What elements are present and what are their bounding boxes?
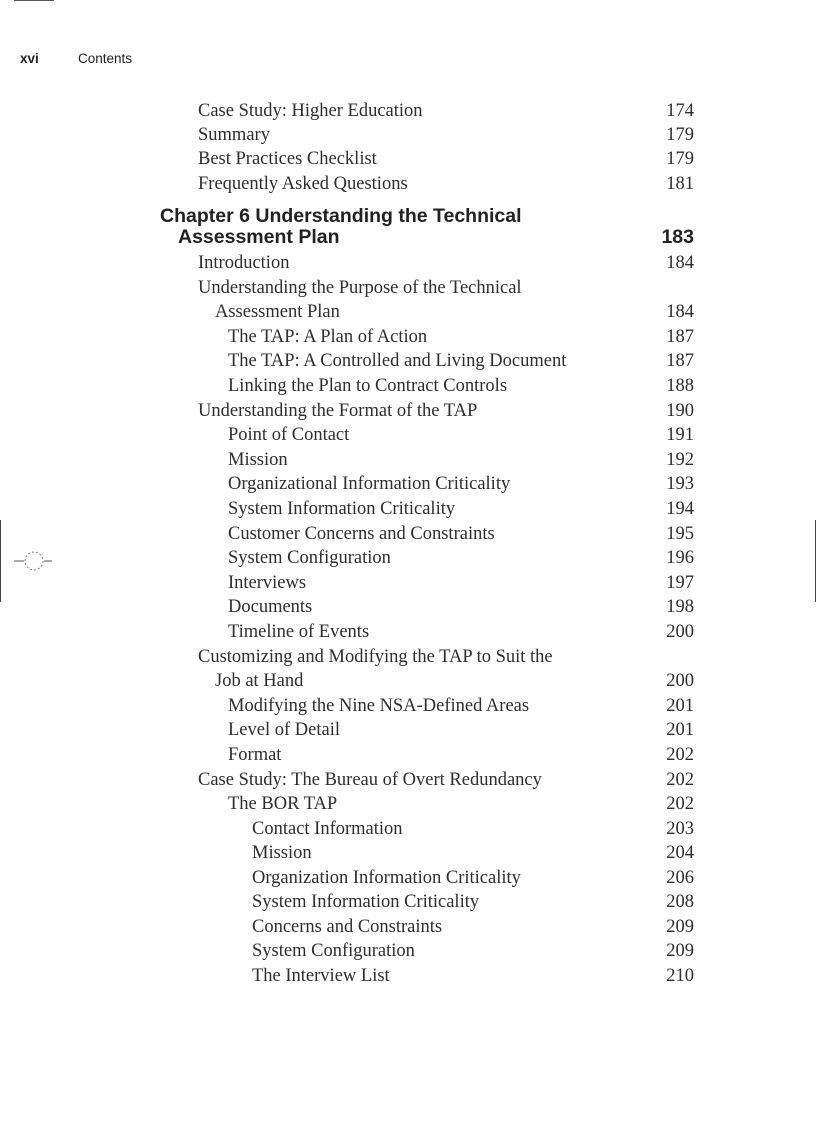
toc-entry: System Configuration — [228, 548, 391, 568]
toc-page-number: 194 — [666, 499, 694, 519]
toc-entry: System Configuration — [252, 941, 415, 961]
toc-page-number: 187 — [666, 351, 694, 371]
toc-entry: Contact Information — [252, 819, 403, 839]
crop-mark-left — [0, 520, 1, 602]
toc-entry: Understanding the Purpose of the Technical — [198, 278, 522, 298]
toc-page-number: 196 — [666, 548, 694, 568]
toc-page-number: 203 — [666, 819, 694, 839]
toc-entry: Modifying the Nine NSA-Defined Areas — [228, 696, 530, 716]
toc-page-number: 190 — [666, 401, 694, 421]
toc-page-number: 210 — [666, 966, 694, 986]
toc-entry: The TAP: A Plan of Action — [228, 327, 428, 347]
toc-entry: Interviews — [228, 573, 307, 593]
toc-page-number: 202 — [666, 745, 694, 765]
toc-page-number: 181 — [666, 174, 694, 194]
toc-page-number: 184 — [666, 302, 694, 322]
toc-entry: Understanding the Format of the TAP — [198, 401, 478, 421]
toc-entry: Job at Hand — [215, 671, 304, 691]
toc-entry: The TAP: A Controlled and Living Document — [228, 351, 567, 371]
toc-page-number: 191 — [666, 425, 694, 445]
toc-entry: Customizing and Modifying the TAP to Suit the — [198, 647, 553, 667]
toc-entry: Organization Information Criticality — [252, 868, 521, 888]
toc-entry: System Information Criticality — [252, 892, 480, 912]
toc-page-number: 195 — [666, 524, 694, 544]
toc-page-number: 198 — [666, 597, 694, 617]
toc-entry: Level of Detail — [228, 720, 340, 740]
toc-entry: System Information Criticality — [228, 499, 456, 519]
toc-entry: Linking the Plan to Contract Controls — [228, 376, 508, 396]
toc-page-number: 202 — [666, 794, 694, 814]
toc-entry: Customer Concerns and Constraints — [228, 524, 495, 544]
chapter-title-line1: Chapter 6 Understanding the Technical — [160, 205, 522, 227]
toc-entry: Point of Contact — [228, 425, 350, 445]
toc-page-number: 201 — [666, 720, 694, 740]
toc-entry: Assessment Plan — [215, 302, 340, 322]
toc-page-number: 179 — [666, 149, 694, 169]
running-header — [20, 51, 132, 66]
toc-entry: Documents — [228, 597, 313, 617]
toc-page-number: 202 — [666, 770, 694, 790]
toc-entry: Format — [228, 745, 282, 765]
toc-page-number: 204 — [666, 843, 694, 863]
chapter-heading — [160, 206, 522, 248]
toc-page-number: 209 — [666, 917, 694, 937]
toc-page-number: 188 — [666, 376, 694, 396]
toc-entry: Mission — [228, 450, 288, 470]
toc-page-number: 193 — [666, 474, 694, 494]
top-crop-line — [14, 0, 54, 1]
toc-entry: Organizational Information Criticality — [228, 474, 511, 494]
toc-entry: Concerns and Constraints — [252, 917, 443, 937]
toc-page-number: 179 — [666, 125, 694, 145]
toc-entry: The BOR TAP — [228, 794, 338, 814]
toc-entry: The Interview List — [252, 966, 390, 986]
toc-entry: Best Practices Checklist — [198, 149, 377, 169]
toc-page-number: 200 — [666, 671, 694, 691]
toc-entry: Timeline of Events — [228, 622, 370, 642]
page-number: xvi — [20, 51, 39, 66]
toc-page-number: 197 — [666, 573, 694, 593]
toc-page-number: 201 — [666, 696, 694, 716]
toc-entry: Frequently Asked Questions — [198, 174, 408, 194]
toc-entry: Introduction — [198, 253, 290, 273]
toc-entry: Summary — [198, 125, 270, 145]
toc-page-number: 184 — [666, 253, 694, 273]
chapter-title-line2: Assessment Plan — [178, 226, 340, 248]
chapter-page-number: 183 — [661, 226, 694, 248]
toc-page-number: 208 — [666, 892, 694, 912]
toc-entry: Mission — [252, 843, 312, 863]
toc-page-number: 192 — [666, 450, 694, 470]
registration-mark-icon — [14, 549, 54, 573]
toc-page-number: 209 — [666, 941, 694, 961]
toc-entry: Case Study: Higher Education — [198, 101, 423, 121]
toc-entry: Case Study: The Bureau of Overt Redundancy — [198, 770, 542, 790]
toc-page-number: 206 — [666, 868, 694, 888]
toc-page-number: 200 — [666, 622, 694, 642]
toc-page-number: 187 — [666, 327, 694, 347]
toc-page-number: 174 — [666, 101, 694, 121]
section-title: Contents — [78, 51, 133, 66]
